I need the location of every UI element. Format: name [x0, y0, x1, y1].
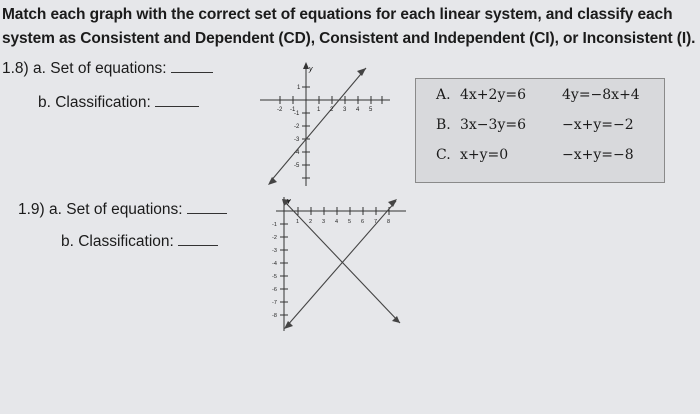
x-tick-label: -1	[290, 107, 296, 113]
x-tick-label: 1	[296, 219, 300, 225]
y-tick-label: -1	[294, 111, 300, 117]
choice-equation-1: 3x−3y=6	[460, 117, 526, 133]
y-tick-label: -4	[272, 261, 277, 267]
choice-letter: A.	[436, 87, 451, 103]
question-1-8-part-a	[2, 60, 213, 78]
question-number: 1.9)	[18, 201, 45, 218]
choice-equation-2: 4y=−8x+4	[562, 87, 640, 103]
arrow-head-icon	[392, 316, 400, 323]
x-tick-label: 8	[387, 219, 391, 225]
x-tick-label: 5	[348, 219, 352, 225]
choice-equation-1: x+y=0	[460, 147, 509, 163]
x-tick-label: 1	[317, 107, 321, 113]
choice-letter: C.	[436, 147, 451, 163]
question-1-8-part-b	[38, 94, 199, 112]
choice-equation-2: −x+y=−8	[562, 147, 634, 163]
y-axis-label: y	[309, 66, 313, 73]
y-tick-label: 1	[297, 85, 301, 91]
x-tick-label: 4	[335, 219, 339, 225]
choice-equation-1: 4x+2y=6	[460, 87, 526, 103]
x-tick-label: 6	[361, 219, 365, 225]
answer-blank[interactable]	[187, 212, 227, 214]
question-1-9-part-a	[18, 201, 227, 219]
x-tick-label: 4	[356, 107, 360, 113]
part-a-label: a. Set of equations:	[49, 201, 183, 218]
x-tick-label: -2	[277, 107, 283, 113]
graph-line-1	[284, 201, 400, 323]
answer-blank[interactable]	[178, 244, 218, 246]
instructions-line-1: Match each graph with the correct set of equations for each linear system, and classify each	[2, 6, 673, 23]
arrow-head-icon	[284, 321, 293, 329]
graph-1-9	[270, 193, 410, 335]
graph-line	[270, 68, 366, 182]
choices-box	[415, 78, 665, 183]
y-tick-label: -3	[272, 248, 277, 254]
x-tick-label: 2	[330, 107, 334, 113]
answer-blank[interactable]	[155, 105, 199, 107]
y-tick-label: -5	[272, 274, 277, 280]
y-tick-label: -7	[272, 300, 277, 306]
x-tick-label: 3	[343, 107, 347, 113]
part-b-label: b. Classification:	[61, 233, 174, 250]
choice-letter: B.	[436, 117, 451, 133]
x-tick-label: 5	[369, 107, 373, 113]
arrow-head-icon	[388, 199, 397, 207]
y-tick-label: -2	[272, 235, 277, 241]
question-1-9-part-b	[61, 233, 218, 251]
instructions-line-2: system as Consistent and Dependent (CD), Consistent and Independent (CI), or Inconsistent (I).	[2, 30, 696, 47]
y-axis-label: y	[287, 198, 291, 205]
choice-equation-2: −x+y=−2	[562, 117, 634, 133]
y-tick-label: -4	[294, 150, 300, 156]
y-tick-label: -5	[294, 163, 300, 169]
y-tick-label: -1	[272, 222, 277, 228]
answer-blank[interactable]	[171, 71, 213, 73]
y-tick-label: -3	[294, 137, 300, 143]
y-tick-label: -2	[294, 124, 300, 130]
x-tick-label: 2	[309, 219, 313, 225]
part-b-label: b. Classification:	[38, 94, 151, 111]
arrow-head-icon	[268, 177, 277, 185]
part-a-label: a. Set of equations:	[33, 60, 167, 77]
arrow-head-icon	[357, 68, 366, 76]
x-tick-label: 7	[374, 219, 378, 225]
y-tick-label: -6	[272, 287, 277, 293]
graph-1-8	[258, 62, 392, 192]
x-tick-label: 3	[322, 219, 326, 225]
question-number: 1.8)	[2, 60, 29, 77]
y-tick-label: -8	[272, 313, 277, 319]
